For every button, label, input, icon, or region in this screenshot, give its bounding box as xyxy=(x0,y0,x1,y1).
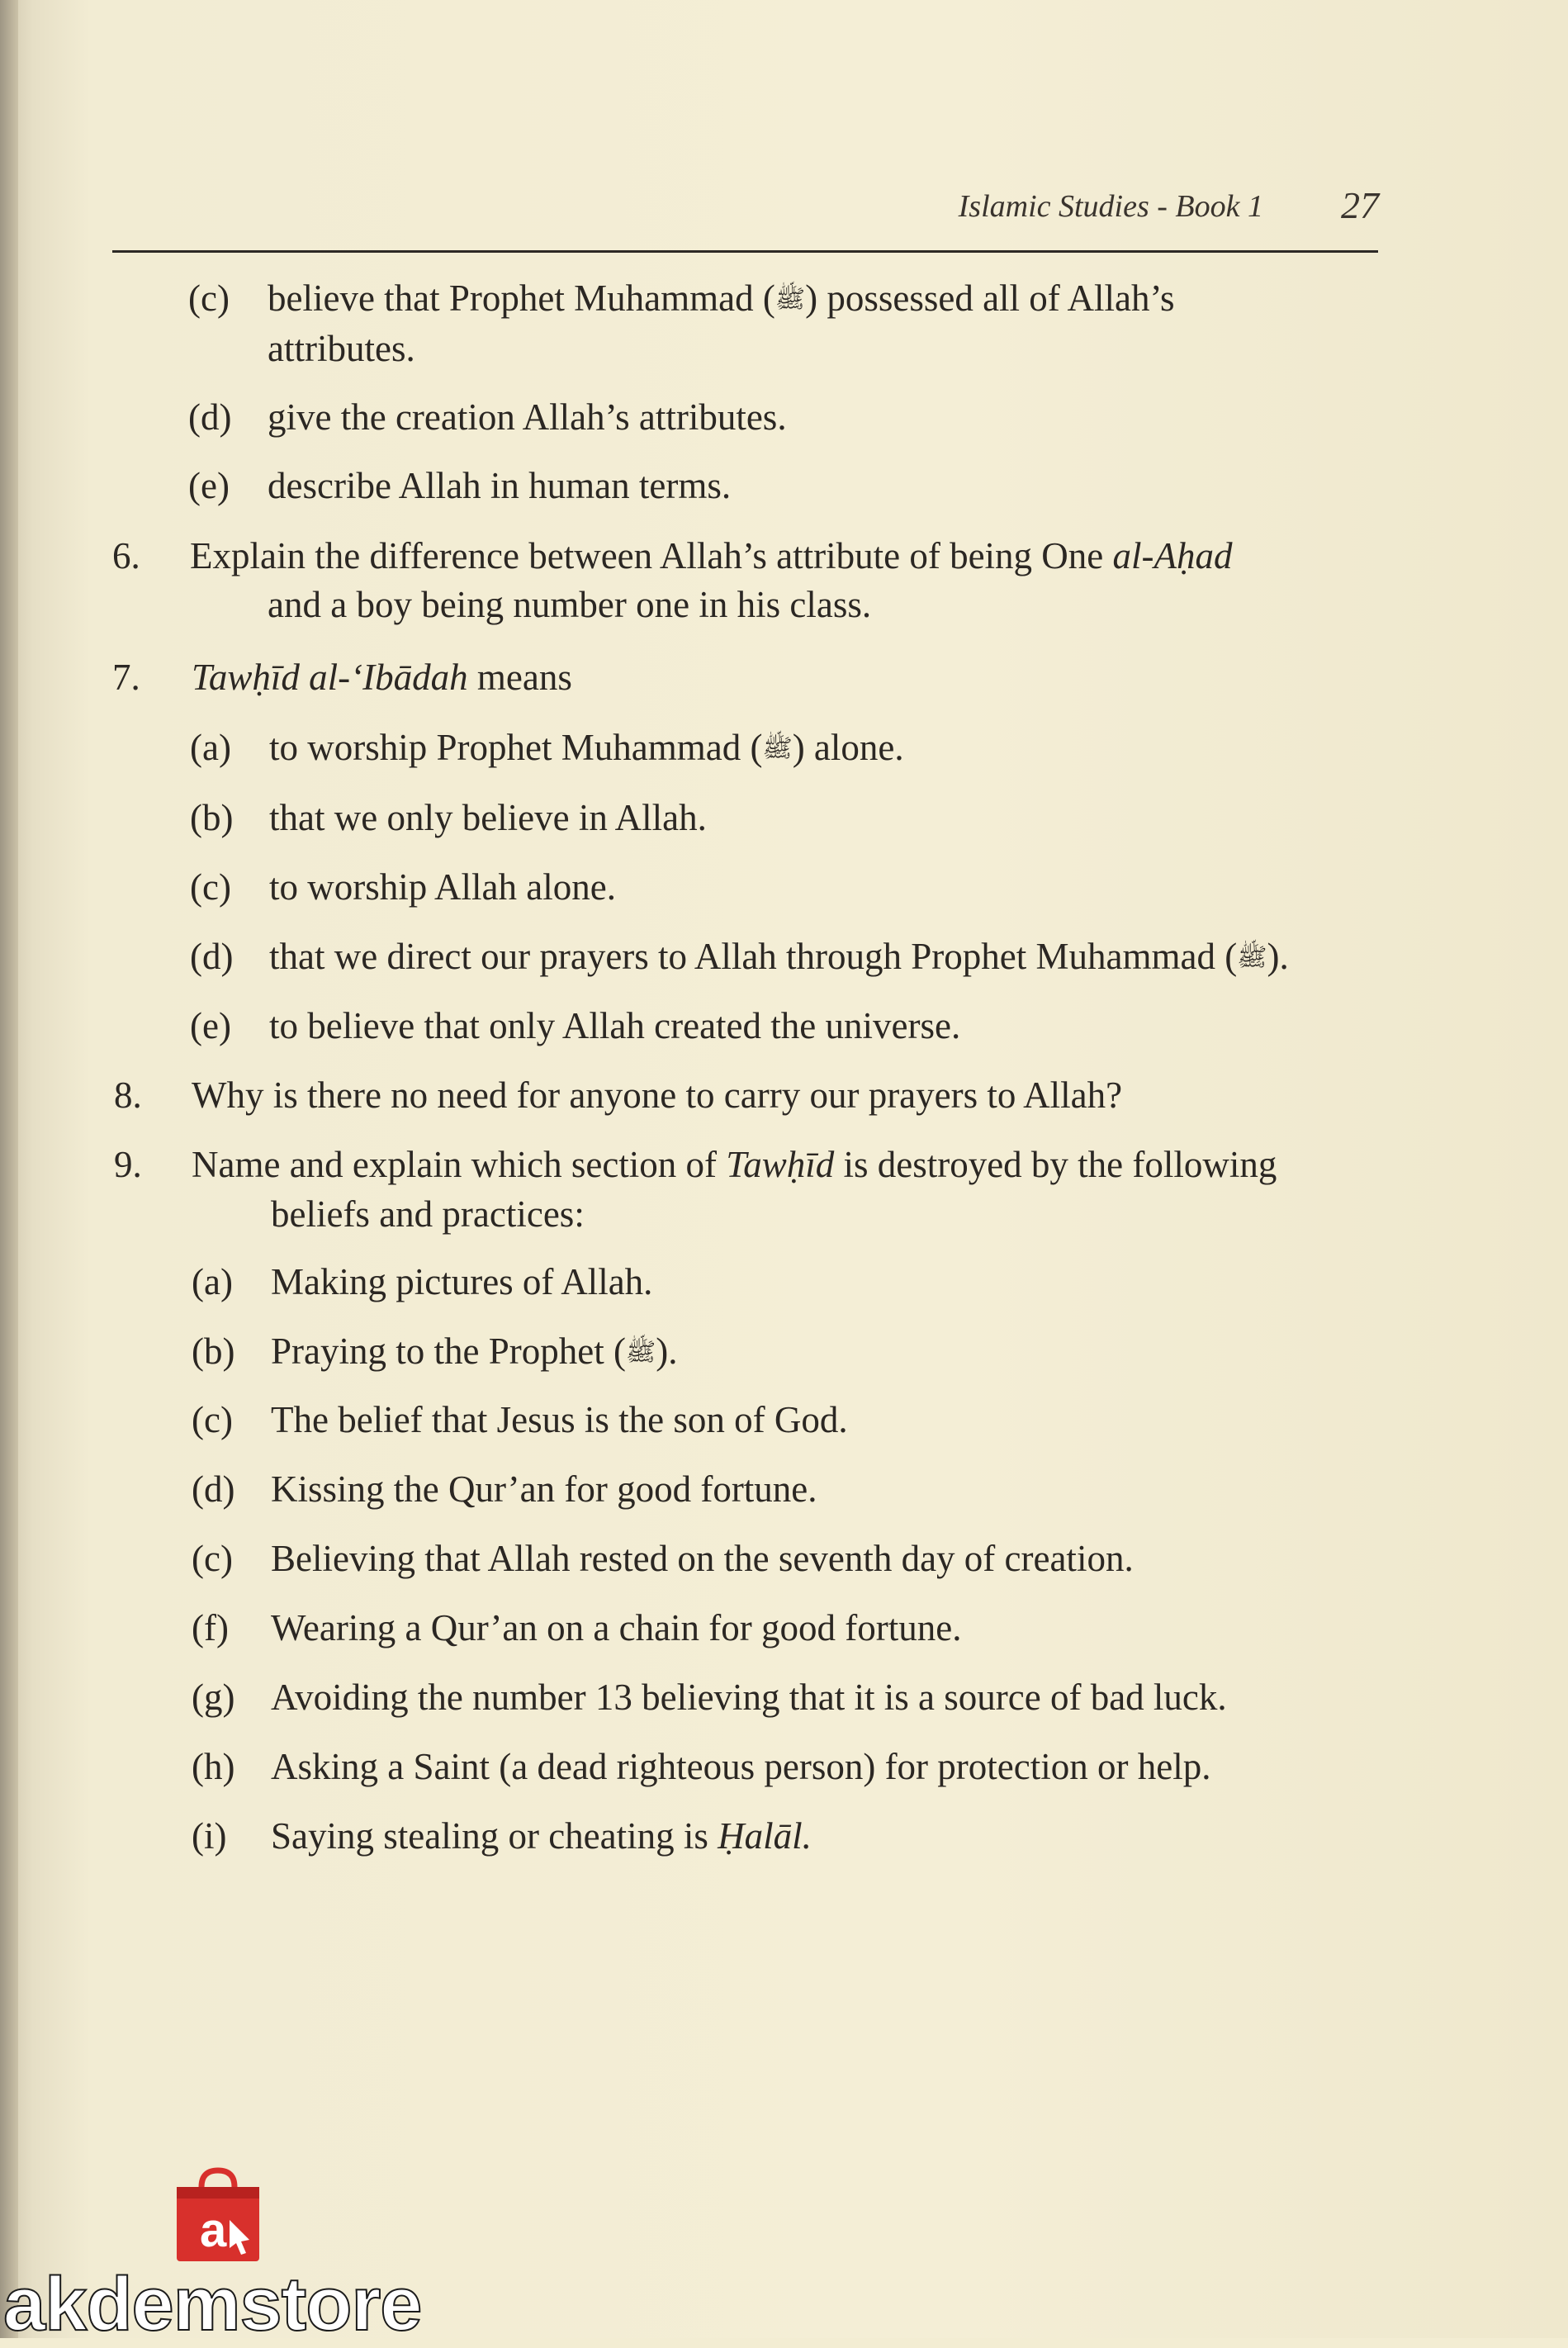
option-text: Praying to the Prophet (ﷺ). xyxy=(271,1331,678,1372)
question-number: 7. xyxy=(112,657,140,698)
option-text: that we only believe in Allah. xyxy=(269,797,707,838)
option-text: The belief that Jesus is the son of God. xyxy=(271,1399,848,1440)
header-rule xyxy=(112,250,1378,253)
option-label: (d) xyxy=(190,936,234,977)
option-label: (f) xyxy=(192,1607,229,1648)
option-label: (c) xyxy=(192,1399,233,1440)
pbuh-glyph: ﷺ xyxy=(762,735,793,762)
option-text: Wearing a Qur’an on a chain for good fortune. xyxy=(271,1607,962,1648)
option-label: (d) xyxy=(192,1468,235,1510)
option-text-continued: attributes. xyxy=(268,328,415,369)
option-label: (c) xyxy=(190,866,231,908)
option-text xyxy=(268,273,1378,325)
pbuh-glyph: ﷺ xyxy=(775,286,806,313)
option-label: (e) xyxy=(188,465,230,506)
option-label: (g) xyxy=(192,1677,235,1718)
page-number: 27 xyxy=(1341,184,1379,226)
store-watermark-logo xyxy=(0,2164,446,2346)
pbuh-glyph: ﷺ xyxy=(625,1339,656,1366)
question-text: Explain the difference between Allah’s attribute of being One al-Aḥad xyxy=(190,535,1233,576)
option-text: Asking a Saint (a dead righteous person) for protection or help. xyxy=(271,1746,1211,1787)
option-text: that we direct our prayers to Allah through Prophet Muhammad (ﷺ). xyxy=(269,936,1289,977)
pbuh-glyph: ﷺ xyxy=(1237,944,1267,971)
option-label: (b) xyxy=(192,1331,235,1372)
option-label: (e) xyxy=(190,1005,231,1046)
question-text: Name and explain which section of Tawḥīd is destroyed by the following xyxy=(192,1144,1277,1185)
option-text-part: believe that Prophet Muhammad (ﷺ) possessed all of Allah’s xyxy=(268,277,1175,319)
watermark-text: akdemstore xyxy=(3,2262,422,2346)
option-label: (b) xyxy=(190,797,234,838)
option-text: to worship Prophet Muhammad (ﷺ) alone. xyxy=(269,727,904,768)
option-label: (c) xyxy=(188,277,230,319)
question-text-continued: beliefs and practices: xyxy=(271,1193,585,1235)
option-label: (c) xyxy=(192,1538,233,1579)
option-label: (h) xyxy=(192,1746,235,1787)
option-text: to worship Allah alone. xyxy=(269,866,616,908)
question-number: 8. xyxy=(114,1074,142,1116)
option-text: Believing that Allah rested on the seventh day of creation. xyxy=(271,1538,1134,1579)
question-text: Why is there no need for anyone to carry our prayers to Allah? xyxy=(192,1074,1123,1116)
question-number: 9. xyxy=(114,1144,142,1185)
option-text: Making pictures of Allah. xyxy=(271,1261,653,1302)
option-text: describe Allah in human terms. xyxy=(268,465,732,506)
book-spine-shadow xyxy=(0,0,18,2338)
page-header xyxy=(107,183,1379,233)
running-head: Islamic Studies - Book 1 xyxy=(958,189,1263,224)
option-text: Saying stealing or cheating is Ḥalāl. xyxy=(271,1815,812,1857)
svg-text:a: a xyxy=(200,2203,227,2257)
question-number: 6. xyxy=(112,535,140,576)
option-label: (a) xyxy=(190,727,231,768)
option-label: (d) xyxy=(188,396,232,438)
option-text: Kissing the Qur’an for good fortune. xyxy=(271,1468,817,1510)
option-text: Avoiding the number 13 believing that it is a source of bad luck. xyxy=(271,1677,1227,1718)
shopping-bag-icon xyxy=(168,2164,268,2263)
option-label: (a) xyxy=(192,1261,233,1302)
option-label: (i) xyxy=(192,1815,227,1857)
question-text-continued: and a boy being number one in his class. xyxy=(268,584,872,625)
option-text: to believe that only Allah created the universe. xyxy=(269,1005,961,1046)
question-text: Tawḥīd al-‘Ibādah means xyxy=(192,657,572,698)
option-text: give the creation Allah’s attributes. xyxy=(268,396,787,438)
